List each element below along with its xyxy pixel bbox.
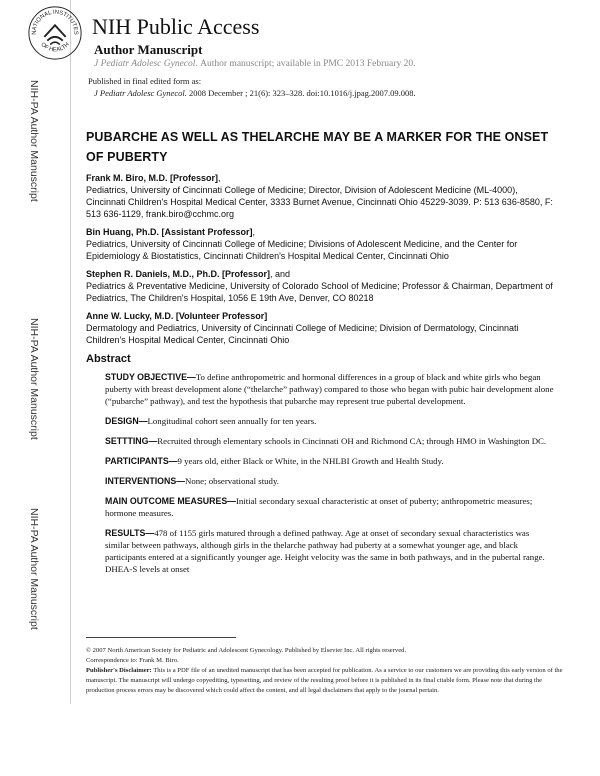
header-citation-journal: J Pediatr Adolesc Gynecol. — [94, 59, 198, 69]
logo-text-top: NATIONAL INSTITUTES — [31, 9, 79, 35]
abstract-section — [105, 435, 555, 447]
svg-text:NATIONAL INSTITUTES — [32, 10, 79, 35]
sidebar-label: NIH-PA Author Manuscript — [28, 508, 40, 630]
correspondence-note: Correspondence to: Frank M. Biro. — [86, 657, 179, 664]
disclaimer-label: Publisher's Disclaimer: — [86, 667, 152, 674]
author-entry — [86, 310, 556, 346]
header-citation — [94, 59, 415, 69]
abstract-section — [105, 455, 555, 467]
abstract-section-label: RESULTS— — [105, 528, 155, 538]
abstract-section-text: To define anthropometric and hormonal differences in a group of black and white girls who began puberty with breast development alone (“thelarche” pathway) compared to those who began with pubic hair development alone (“pubarche” pathway), and test the hypothesis that pubarche may represent true pubertal development. — [105, 372, 554, 406]
abstract-section-label: PARTICIPANTS— — [105, 456, 178, 466]
published-info — [88, 75, 416, 99]
abstract-section — [105, 527, 555, 575]
author-affiliation: Dermatology and Pediatrics, University of Cincinnati College of Medicine; Division of Dermatology, Cincinnati Children's Hospital Medical Center, Cincinnati Ohio — [86, 323, 519, 345]
abstract-section — [105, 475, 555, 487]
nih-logo-icon — [26, 4, 84, 62]
abstract-section-label: STUDY OBJECTIVE— — [105, 372, 196, 382]
logo-text-bottom: OF HEALTH — [39, 41, 71, 54]
published-detail: 2008 December ; 21(6): 323–328. doi:10.1016/j.jpag.2007.09.008. — [188, 88, 416, 98]
sidebar-label: NIH-PA Author Manuscript — [28, 80, 40, 202]
header-title: NIH Public Access — [92, 14, 260, 39]
published-journal: J Pediatr Adolesc Gynecol. — [94, 88, 187, 98]
abstract-section-label: MAIN OUTCOME MEASURES— — [105, 496, 236, 506]
author-entry — [86, 172, 556, 220]
author-suffix: , — [218, 173, 221, 183]
disclaimer-text: This is a PDF file of an unedited manuscript that has been accepted for publication. As a service to our customers we are providing this early version of the manuscript. The manuscript will undergo copyediting, typesetting, and review of the resulting proof before it is published in its final citable form. Please note that during the production process errors may be discovered which could affect the content, and all legal disclaimers that apply to the journal pertain. — [86, 667, 563, 694]
abstract-heading: Abstract — [86, 353, 131, 365]
author-name: Anne W. Lucky, M.D. [Volunteer Professor] — [86, 311, 268, 321]
abstract-section-text: Initial secondary sexual characteristic at onset of puberty; anthropometric measures; hormone measures. — [105, 496, 533, 518]
footnotes — [86, 646, 566, 696]
sidebar-label: NIH-PA Author Manuscript — [28, 318, 40, 440]
author-list — [86, 172, 556, 352]
author-affiliation: Pediatrics, University of Cincinnati College of Medicine; Director, Division of Adolescent Medicine (ML-4000), Cincinnati Children's Hospital Medical Center, 3333 Burnet Avenue, Cincinnati Ohio 45229-3039. P: 513 636-8580, F: 513 636-1129, frank.biro@cchmc.org — [86, 185, 553, 219]
left-margin-sidebar — [0, 0, 71, 704]
abstract-section-label: DESIGN— — [105, 416, 148, 426]
author-name: Stephen R. Daniels, M.D., Ph.D. [Professor] — [86, 269, 271, 279]
abstract-section-text: 478 of 1155 girls matured through a defined pathway. Age at onset of secondary sexual characteristics was similar between pathways, although girls in the thelarche pathway had puberty at a somewhat younger age, and black participants entered at a significantly younger age. Height velocity was the same in both pathways, and in the pubertal range. DHEA-S levels at onset — [105, 528, 545, 574]
abstract-section-text: Longitudinal cohort seen annually for ten years. — [147, 416, 317, 426]
header-citation-detail: Author manuscript; available in PMC 2013 February 20. — [200, 59, 416, 69]
author-suffix: , and — [270, 269, 291, 279]
author-affiliation: Pediatrics & Preventative Medicine, University of Colorado School of Medicine; Professor & Chairman, Department of Pediatrics, The Children's Hospital, 1056 E 19th Ave, Denver, CO 80218 — [86, 281, 553, 303]
author-entry — [86, 226, 556, 262]
footnote-divider — [86, 637, 236, 638]
header-subtitle: Author Manuscript — [94, 42, 203, 57]
svg-text:OF HEALTH — [39, 42, 70, 53]
author-suffix: , — [252, 227, 256, 237]
abstract-section — [105, 415, 555, 427]
publisher-disclaimer — [86, 666, 566, 696]
author-name: Frank M. Biro, M.D. [Professor] — [86, 173, 219, 183]
abstract-section-label: INTERVENTIONS— — [105, 476, 185, 486]
abstract-body — [105, 371, 555, 583]
abstract-section-text: None; observational study. — [185, 476, 279, 486]
published-label: Published in final edited form as: — [88, 76, 202, 86]
author-entry — [86, 268, 556, 304]
author-affiliation: Pediatrics, University of Cincinnati College of Medicine; Divisions of Adolescent Medicine, and the Center for Epidemiology & Biostatistics, Cincinnati Children's Hospital Medical Center, Cincinnati Ohio — [86, 239, 518, 261]
abstract-section — [105, 495, 555, 519]
paper-title: PUBARCHE AS WELL AS THELARCHE MAY BE A MARKER FOR THE ONSET OF PUBERTY — [86, 130, 549, 164]
published-citation — [88, 87, 416, 99]
abstract-section-text: 9 years old, either Black or White, in the NHLBI Growth and Health Study. — [177, 456, 444, 466]
author-name: Bin Huang, Ph.D. [Assistant Professor] — [86, 227, 253, 237]
abstract-section-label: SETTTING— — [105, 436, 158, 446]
abstract-section-text: Recruited through elementary schools in Cincinnati OH and Richmond CA; through HMO in Washington DC. — [157, 436, 547, 446]
copyright-note: © 2007 North American Society for Pediatric and Adolescent Gynecology. Published by Elsevier Inc. All rights reserved. — [86, 647, 407, 654]
abstract-section — [105, 371, 555, 407]
